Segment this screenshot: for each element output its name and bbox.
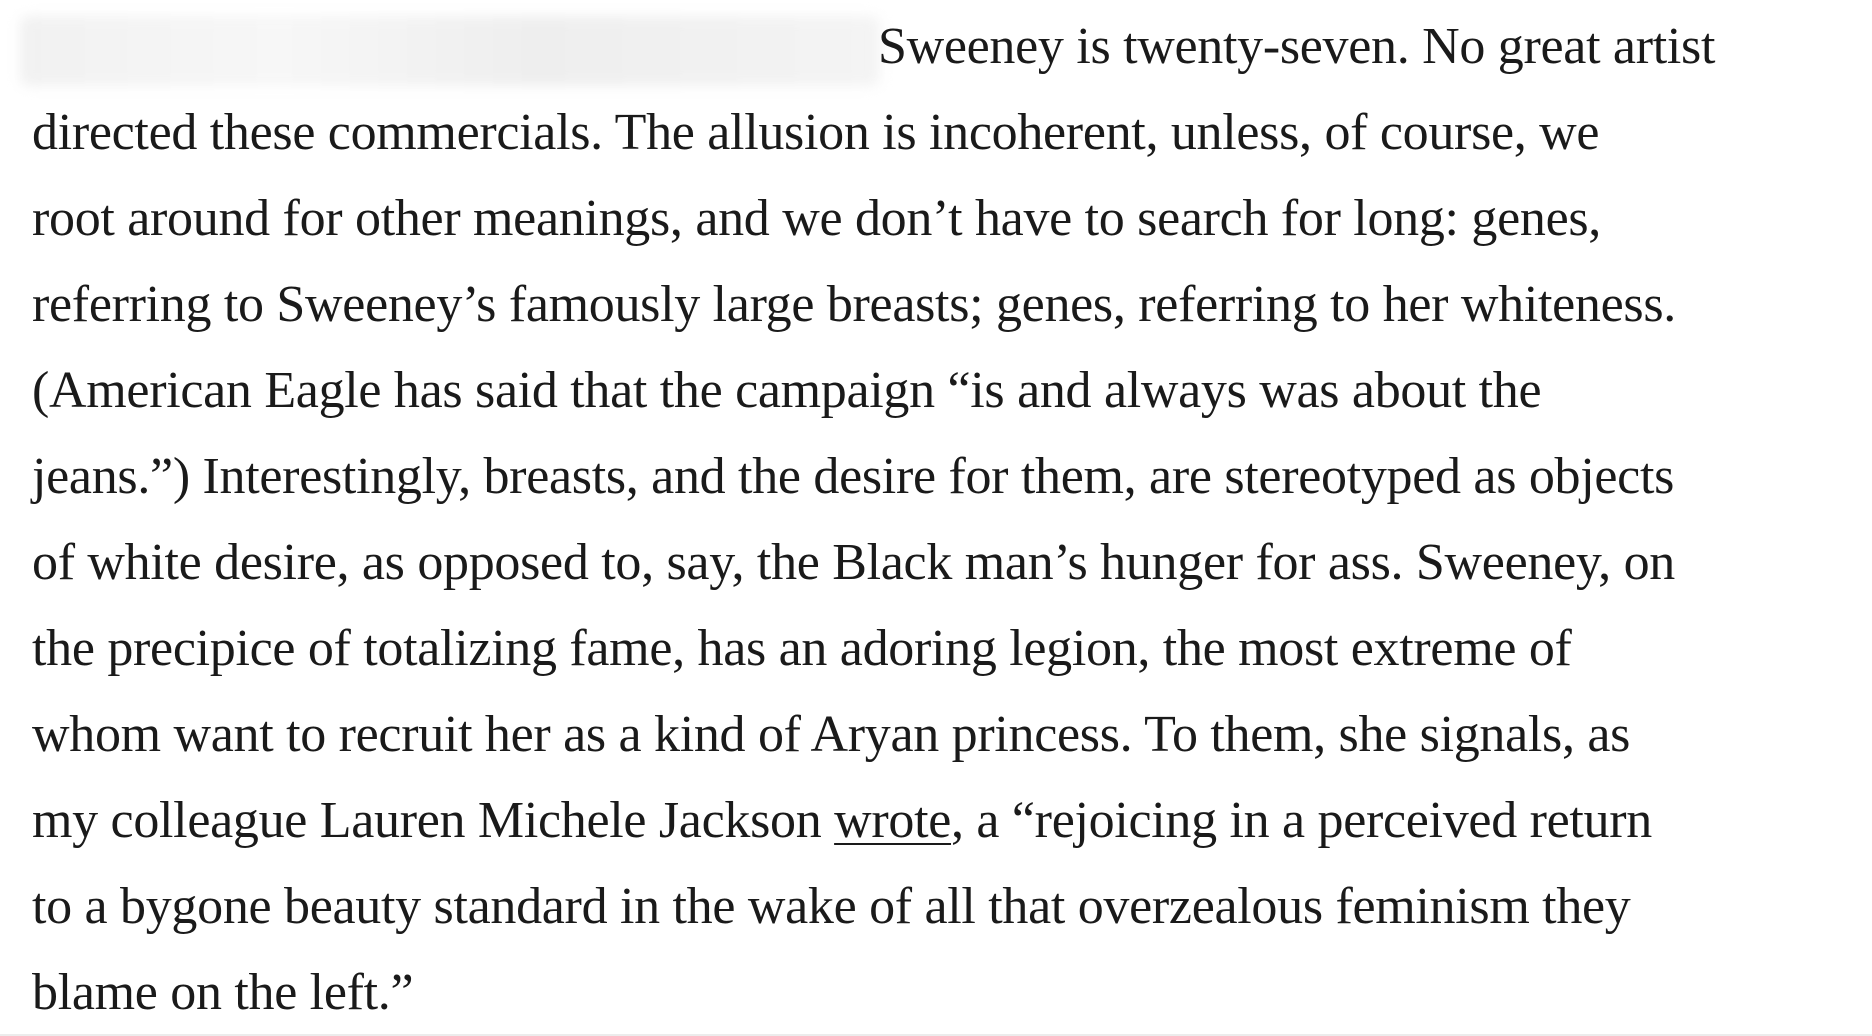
paragraph-line: (American Eagle has said that the campaign “is and always was about the: [32, 362, 1542, 419]
line-text-after-link: , a “rejoicing in a perceived return: [951, 792, 1652, 849]
paragraph-line: blame on the left.”: [32, 964, 414, 1021]
wrote-link[interactable]: wrote: [834, 792, 952, 849]
paragraph-line: jeans.”) Interestingly, breasts, and the desire for them, are stereotyped as objects: [32, 448, 1675, 505]
paragraph-line-with-link: [32, 778, 1652, 864]
paragraph-line: root around for other meanings, and we don’t have to search for long: genes,: [32, 190, 1601, 247]
paragraph-line: referring to Sweeney’s famously large breasts; genes, referring to her whiteness.: [32, 276, 1676, 333]
paragraph-line: whom want to recruit her as a kind of Aryan princess. To them, she signals, as: [32, 706, 1631, 763]
paragraph-line: of white desire, as opposed to, say, the Black man’s hunger for ass. Sweeney, on: [32, 534, 1675, 591]
line-text-before-link: my colleague Lauren Michele Jackson: [32, 792, 835, 849]
paragraph-line: Sweeney is twenty-seven. No great artist: [878, 18, 1716, 75]
paragraph-line: to a bygone beauty standard in the wake of all that overzealous feminism they: [32, 878, 1631, 935]
paragraph-line: directed these commercials. The allusion is incoherent, unless, of course, we: [32, 104, 1600, 161]
paragraph-line: the precipice of totalizing fame, has an adoring legion, the most extreme of: [32, 620, 1572, 677]
redacted-text-blur: [20, 16, 880, 86]
